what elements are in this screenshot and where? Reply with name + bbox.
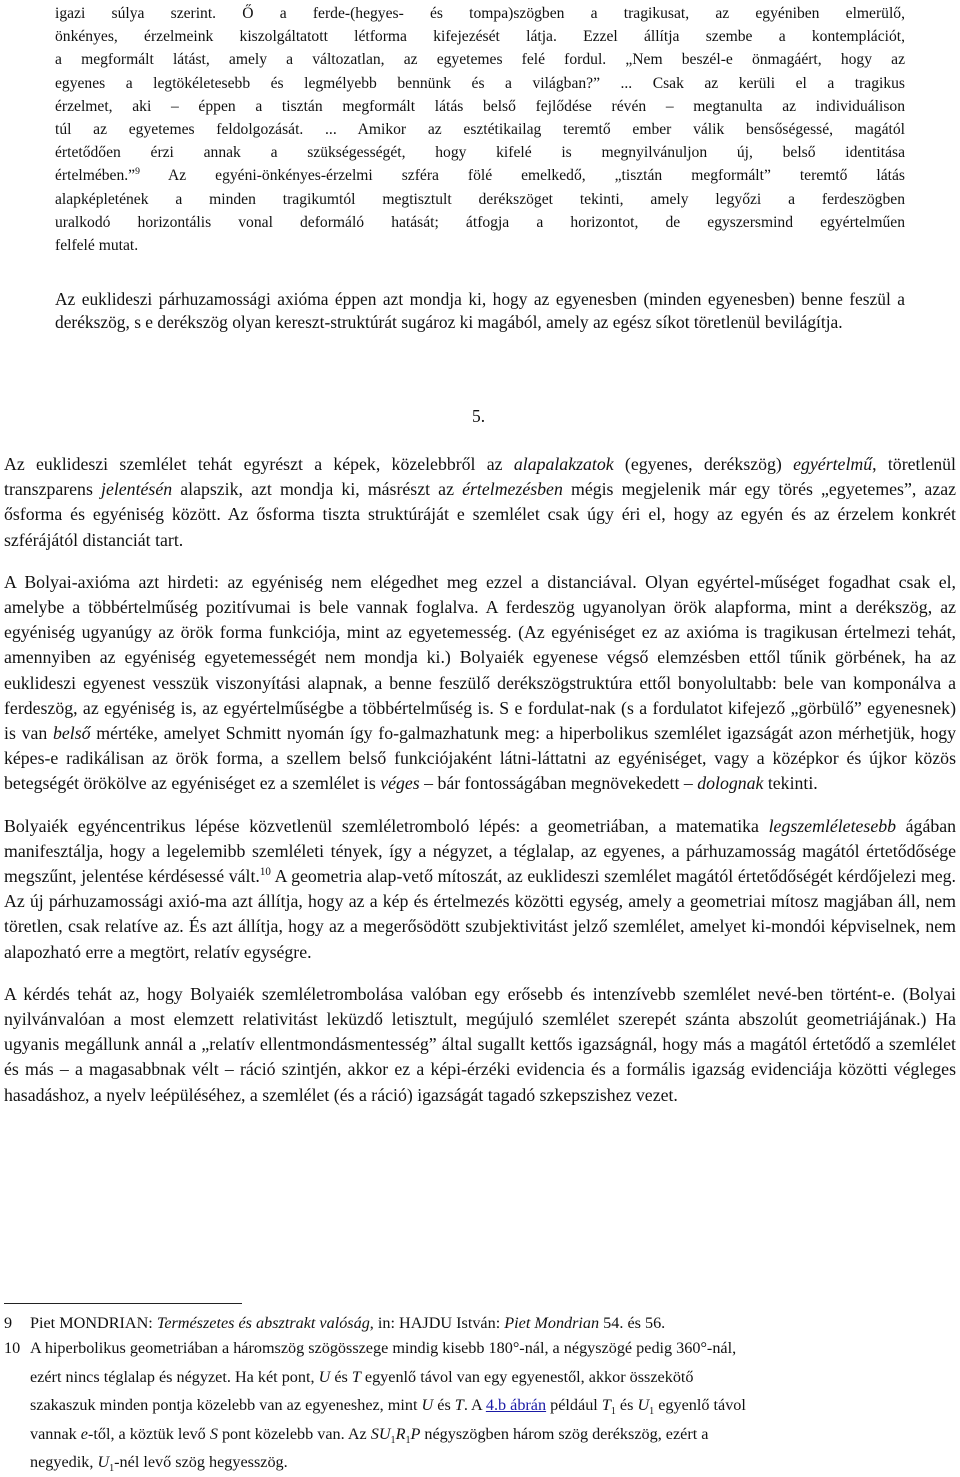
- quote-line: érzelmet, aki – éppen a tisztán megformált látás belső fejlődése révén – megtanulta az individuálison: [55, 97, 905, 115]
- mondrian-quote: [55, 2, 905, 257]
- parallel-axiom-paragraph: Az euklideszi párhuzamossági axióma éppen azt mondja ki, hogy az egyenesben (minden egyenesben) benne feszül a derékszög, s e derékszög olyan kereszt-struktúrát sugároz ki magából, amely az egész síkot töretlenül bevilágítja.: [55, 289, 905, 333]
- footnote-10: 10 A hiperbolikus geometriában a háromszög szögösszege mindig kisebb 180°-nál, a négyszögé pedig 360°-nál, ezért nincs téglalap és négyzet. Ha két pont, U és T egyenlő távol van egy egyenestől, akkor összekötő szakaszuk minden pontja közelebb van az egyeneshez, mint U és T. A 4.b ábrán például $T_1$ és $U_1$ egyenlő távol vannak e-től, a köztük levő S pont közelebb van. Az $SU_1R_1P$ négyszögben három szög derékszög, ezért a negyedik, $U_1$-nél levő szög hegyesszög.: [4, 1334, 954, 1477]
- figure-link-4b[interactable]: 4.b ábrán: [485, 1396, 547, 1414]
- body-paragraph: Bolyaiék egyéncentrikus lépése közvetlenül szemléletromboló lépés: a geometriában, a matematika legszemléletesebb ágában manifesztálja, hogy a legelemibb szemléleti tények, így a négyzet, a téglalap, az egyenes, a párhuzamosság magától értetődősége megszűnt, jelentése kérdésessé vált.$^{10}$ A geometria alap-vető mítoszát, az euklideszi szemlélet magától értetődőségét kérdőjelezi meg. Az új párhuzamossági axió-ma azt állítja, hogy az a kép és értelmezés közötti egység, amely a geometriai mítosz magjában áll, nem töretlen, csak relatíve az. És azt állítja, hogy az a megerősödött szubjektivitást jelző szemlélet, amelyet ki-mondói képviselnek, nem alapozható erre a megtört, relatív egységre.: [4, 815, 957, 962]
- quote-line: értetődően érzi annak a szükségességét, hogy kifelé is megnyilvánuljon új, belső identitása: [55, 144, 905, 162]
- quote-line: felfelé mutat.: [55, 237, 139, 255]
- quote-line: túl az egyetemes feldolgozását. ... Amikor az esztétikailag teremtő ember válik bensőségessé, magától: [55, 121, 905, 139]
- footnote-divider: [4, 1303, 242, 1304]
- footnote-ref-9: 9: [135, 166, 140, 178]
- quote-line: a megformált látást, amely a változatlan, az egyetemes felé fordul. „Nem beszél-e önmagáért, hogy az: [55, 51, 905, 69]
- body-paragraph: Az euklideszi szemlélet tehát egyrészt a képek, közelebbről az alapalakzatok (egyenes, derékszög) egyértelmű, töretlenül transzparens jelentésén alapszik, azt mondja ki, másrészt az értelmezésben mégis megjelenik már egy törés „egyetemes”, azaz ősforma és egyéniség között. Az ősforma tiszta struktúráját e szemlélet csak úgy éri el, hogy az egyén és az érzelem konkrét szférájától distanciát tart.: [4, 454, 957, 550]
- section-body: [4, 452, 956, 1125]
- quote-line: alapképletének a minden tragikumtól megtisztult derékszöget tekinti, amely legyőzi a ferdeszögben: [55, 190, 905, 208]
- footnote-ref-10: 10: [259, 866, 271, 879]
- body-paragraph: A kérdés tehát az, hogy Bolyaiék szemléletrombolása valóban egy erősebb és intenzívebb szemlélet nevé-ben történt-e. (Bolyai nyilvánvalóan a most elemzett relativitást leküzdő letisztult, megújuló szemlélet szerepét szánta abszolút geometriájának.) Ha ugyanis megállunk annál a „relatív ellentmondásmentesség” által sugallt kettős igazságnál, hogy más a magától értetődő a szemlélet és más – a magasabbnak vélt – ráció szintjén, akkor ez a képi-érzéki evidencia és a formális igazság evidenciája közötti végleges hasadáshoz, a nyelv leépüléséhez, a szemlélet (és a ráció) igazságát tagadó szkepszishez vezet.: [4, 983, 956, 1105]
- body-paragraph: A Bolyai-axióma azt hirdeti: az egyéniség nem elégedhet meg ezzel a distanciával. Olyan egyértel-műséget fogadhat csak el, amelybe a többértelműség pozitívumai is bele vannak foglalva. A ferdeszög ugyanolyan örök alapforma, mint a derékszög, az egyéniség ugyanúgy az örök forma funkciója, mint az egyetemesség. (Az egyéniséget ez az axióma is tragikusan értelmezi tehát, amennyiben az egyéniség egyetemességét nem mondja ki.) Bolyaiék egyenese végső elemzésben ettől tűnik görbének, ha az euklideszi egyenest vesszük viszonyítási alapnak, a benne feszülő derékszögstruktúra ettől bonyolultabb: bele van komponálva a ferdeszög, az egyéniség is, az egyértelműségbe a többértelműség is. S e fordulat-nak (s a fordulatot kifejező „görbülő” egyenesnek) is van belső mértéke, amelyet Schmitt nyomán így fo-galmazhatunk meg: a hiperbolikus szemlélet igazságát azon mérhetjük, hogy képes-e radikálisan az örök forma, a szellem belső funkciójaként látni-láttatni az egyéniséget, vagy a középkor és újkor közös betegségét örökölve az egyéniséget ez a szemlélet is véges – bár fontosságában megnövekedett – dolognak tekinti.: [4, 571, 956, 794]
- section-number: 5.: [472, 406, 486, 426]
- footnote-9: 9 Piet MONDRIAN: Természetes és absztrakt valóság, in: HAJDU István: Piet Mondrian 54. és 56.: [4, 1309, 954, 1338]
- quote-line: igazi súlya szerint. Ő a ferde-(hegyes- és tompa)szögben a tragikusat, az egyéniben elmerülő,: [55, 5, 905, 22]
- quote-line: értelmében.”$^9$ Az egyéni-önkényes-érzelmi szféra fölé emelkedő, „tisztán megformált” teremtő látás: [55, 166, 905, 185]
- quote-line: önkényes, érzelmeink kiszolgáltatott létforma kifejezését látja. Ezzel állítja szembe a kontemplációt,: [55, 28, 905, 46]
- footnote-number: 10: [4, 1339, 21, 1357]
- quote-line: uralkodó horizontális vonal deformáló hatását; átfogja a horizontot, de egyszersmind egyértelműen: [55, 213, 905, 231]
- quote-line: egyenes a legtökéletesebb és legmélyebb bennünk és a világban?” ... Csak az kerüli el a tragikus: [55, 74, 905, 92]
- footnote-number: 9: [4, 1314, 13, 1332]
